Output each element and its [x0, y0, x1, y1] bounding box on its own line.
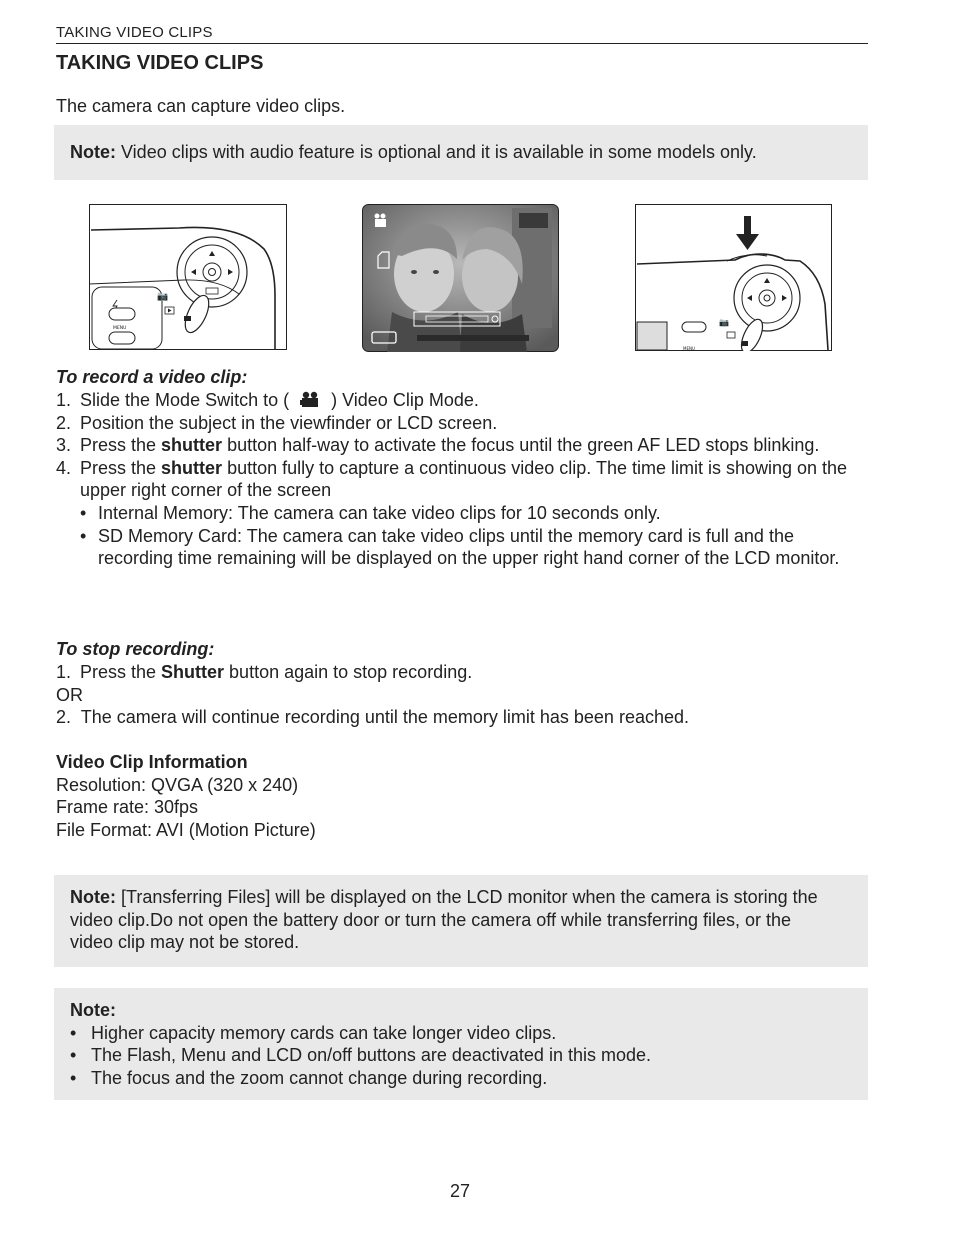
record-step-2: 2. Position the subject in the viewfinder or LCD screen. — [56, 412, 498, 433]
note-label: Note: — [70, 142, 116, 162]
intro-text: The camera can capture video clips. — [56, 96, 346, 116]
note-box-transferring — [54, 875, 868, 967]
record-steps — [56, 389, 868, 570]
camera-icon: 📷 — [157, 292, 169, 302]
info-heading: Video Clip Information — [56, 752, 248, 772]
video-clip-mode-icon — [289, 390, 331, 408]
menu-label: MENU — [113, 326, 127, 331]
record-step-4: 4. Press the shutter button fully to capture a continuous video clip. The time limit is showing on the upper right corner of the screen — [56, 457, 848, 501]
note-audio-text — [70, 141, 838, 164]
record-step-3: 3. Press the shutter button half-way to activate the focus until the green AF LED stops blinking. — [56, 435, 820, 456]
info-file-format: File Format: AVI (Motion Picture) — [56, 819, 316, 840]
stop-step-1: 1. Press the Shutter button again to stop recording. — [56, 662, 473, 682]
lcd-preview-figure — [362, 204, 559, 352]
note-label: Note: — [70, 1000, 116, 1020]
note-body: Video clips with audio feature is optional and it is available in some models only. — [116, 142, 757, 162]
note-transferring-text — [70, 886, 838, 954]
stop-step-2: 2. The camera will continue recording until the memory limit has been reached. — [56, 707, 689, 728]
record-heading: To record a video clip: — [56, 367, 248, 387]
header-rule — [56, 43, 868, 44]
time-remaining-box — [519, 213, 548, 228]
camera-back-figure — [89, 204, 287, 350]
sub-bullet-internal-memory: • Internal Memory: The camera can take video clips for 10 seconds only. — [80, 502, 661, 523]
note-bullet: • The focus and the zoom cannot change during recording. — [70, 1067, 548, 1088]
svg-text:📷: 📷 — [719, 318, 729, 327]
menu-label-small: MENU — [683, 346, 695, 351]
note-limitations-content — [70, 999, 838, 1089]
page-title: TAKING VIDEO CLIPS — [56, 52, 264, 74]
note-bullet: • Higher capacity memory cards can take longer video clips. — [70, 1022, 557, 1043]
info-frame-rate: Frame rate: 30fps — [56, 797, 199, 818]
note-label: Note: — [70, 887, 116, 907]
shutter-press-figure — [635, 204, 832, 351]
sub-bullet-sd-card: • SD Memory Card: The camera can take video clips until the memory card is full and the recording time remaining will be displayed on the upper right hand corner of the LCD monitor. — [80, 525, 840, 569]
record-step-1: 1. Slide the Mode Switch to ( ) Video Clip Mode. — [56, 390, 479, 410]
page-number: 27 — [449, 1181, 471, 1201]
note-bullet: • The Flash, Menu and LCD on/off buttons are deactivated in this mode. — [70, 1045, 651, 1066]
or-text: OR — [56, 684, 83, 705]
video-clip-info — [56, 751, 868, 841]
running-header: TAKING VIDEO CLIPS — [56, 24, 213, 41]
info-resolution: Resolution: QVGA (320 x 240) — [56, 774, 299, 795]
note-body: [Transferring Files] will be displayed on the LCD monitor when the camera is storing the video clip.Do not open the battery door or turn the camera off while transferring files, or the video clip may not be stored. — [70, 887, 818, 953]
stop-steps — [56, 661, 868, 729]
note-box-limitations — [54, 988, 868, 1100]
stop-heading: To stop recording: — [56, 639, 215, 659]
note-box-audio — [54, 125, 868, 180]
